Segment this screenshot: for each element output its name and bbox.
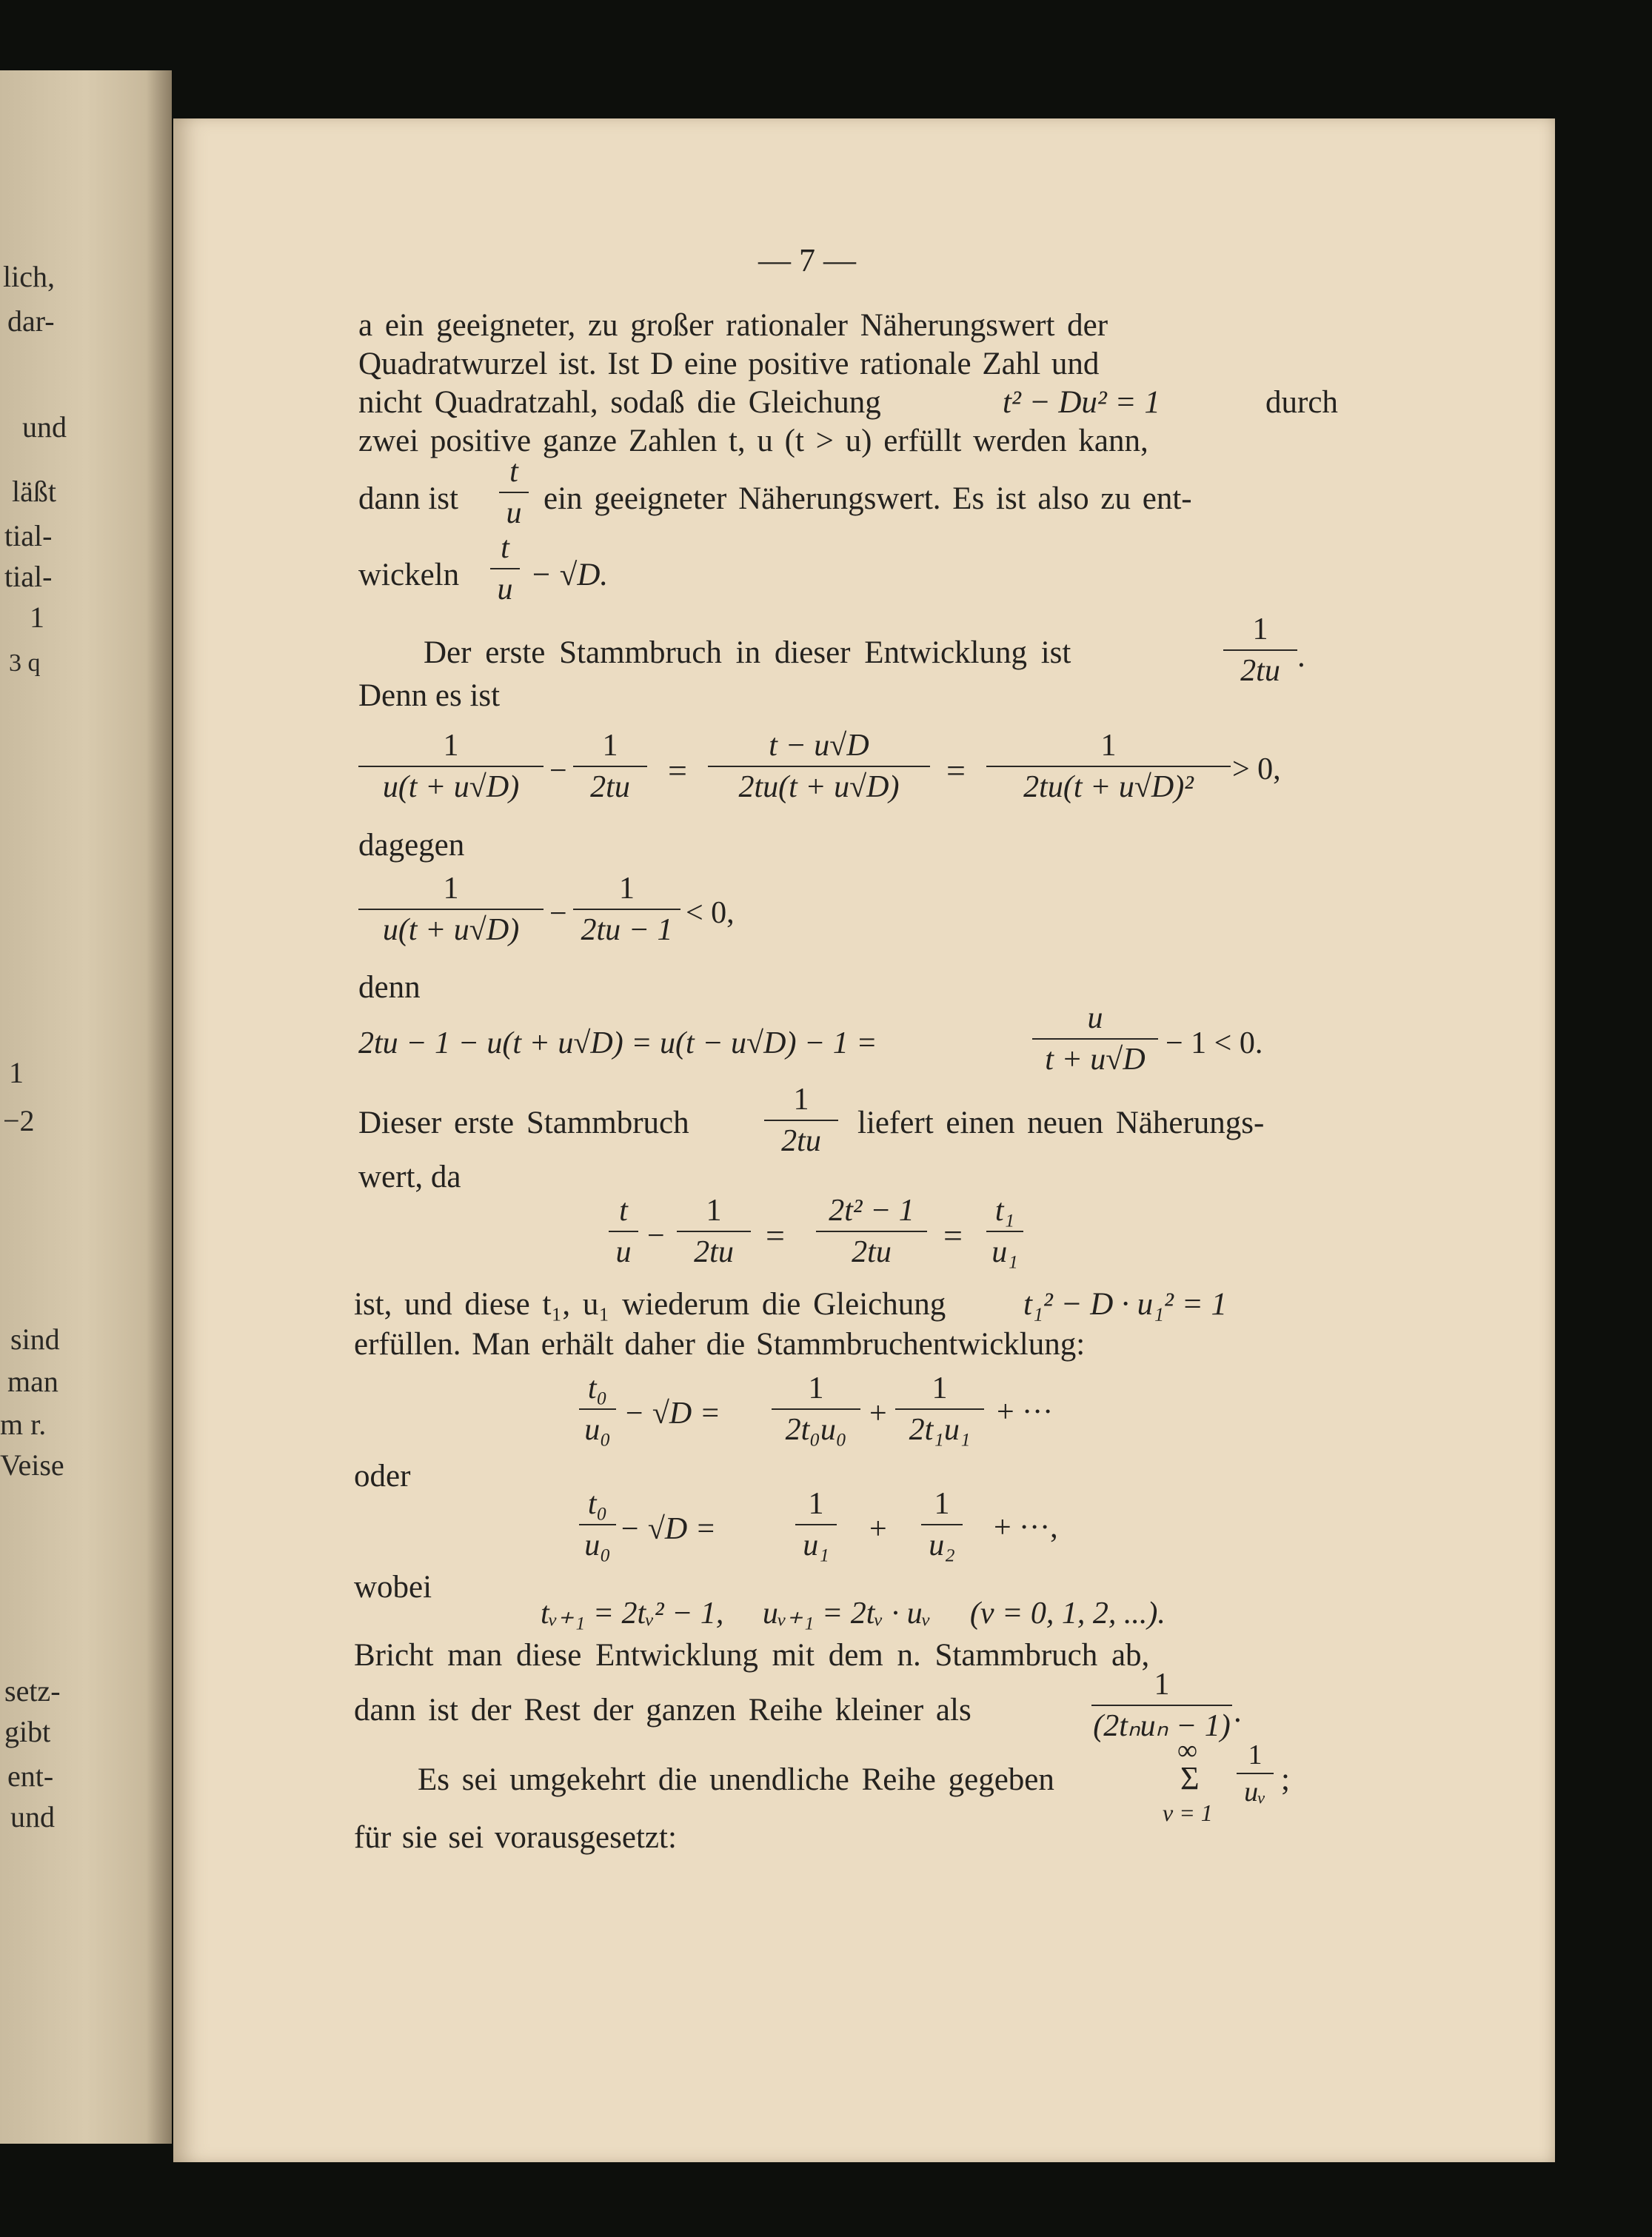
fraction-denominator: 2tu − 1 [581,913,673,947]
fraction [358,727,544,806]
left-fragment: 1 [9,1056,24,1089]
text-line: liefert einen neuen Näherungs- [857,1106,1265,1140]
equals-sign: = [946,752,966,789]
fraction-numerator: 1 [808,1487,824,1521]
fraction-bar [986,1231,1023,1232]
text-line: wickeln [358,558,460,592]
book-page [173,118,1555,2162]
fraction-numerator: 1 [1252,612,1268,646]
fraction-numerator: t₀ [587,1487,608,1521]
fraction-bar [677,1231,751,1232]
text-line: dagegen [358,828,465,863]
fraction [1032,1000,1158,1078]
minus-sqrt-D: − √D = [623,1397,721,1431]
fraction-denominator: uᵥ [1244,1776,1266,1808]
fraction-numerator: 1 [1248,1739,1263,1770]
left-fragment: lich, [3,260,55,293]
fraction-numerator: 1 [793,1083,809,1117]
sum-lower-limit: ν = 1 [1163,1799,1213,1826]
fraction-denominator: u(t + u√D) [382,913,520,947]
left-facing-page [0,70,172,2144]
text-line: nicht Quadratzahl, sodaß die Gleichung [358,385,881,420]
fraction-numerator: t₀ [587,1371,608,1405]
fraction-numerator: 1 [443,729,459,763]
fraction-numerator: 1 [619,872,635,906]
fraction-numerator: t [501,531,509,565]
text-line: für sie sei vorausgesetzt: [354,1820,677,1855]
fraction [490,529,520,608]
fraction-bar [490,568,520,569]
fraction-numerator: 2t² − 1 [829,1194,914,1228]
left-fragment: ent- [7,1759,54,1793]
fraction-denominator: u(t + u√D) [382,770,520,804]
fraction [358,870,544,949]
fraction [1223,611,1297,689]
left-fragment: m r. [0,1408,47,1441]
minus-sqrt-D: − √D = [619,1512,717,1546]
fraction-numerator: t [509,455,518,489]
text-line: denn [358,970,421,1005]
punctuation: . [1234,1694,1242,1729]
text-line: zwei positive ganze Zahlen t, u (t > u) erfüllt werden kann, [358,424,1148,458]
fraction [579,1370,616,1448]
equation: 2tu − 1 − u(t + u√D) = u(t − u√D) − 1 = [358,1026,877,1060]
fraction [499,453,529,532]
fraction-bar [795,1524,837,1525]
fraction-numerator: 1 [934,1487,950,1521]
text-line: Der erste Stammbruch in dieser Entwicklung ist [424,635,1071,670]
fraction-denominator: u [497,572,513,606]
fraction-bar [816,1231,927,1232]
fraction-denominator: 2tu(t + u√D) [738,770,900,804]
fraction [772,1370,860,1448]
text-line: Denn es ist [358,678,501,713]
fraction-numerator: t [619,1194,628,1228]
equals-sign: = [943,1217,963,1254]
left-fragment: sind [10,1323,60,1356]
fraction-numerator: 1 [808,1371,824,1405]
fraction-denominator: 2t₁u₁ [909,1413,971,1447]
left-fragment: dar- [7,304,55,338]
recurrence-equation: tᵥ₊₁ = 2tᵥ² − 1, uᵥ₊₁ = 2tᵥ · uᵥ (ν = 0, 1, 2, ...). [541,1596,1166,1631]
text-line: durch [1265,385,1338,420]
fraction-numerator: t − u√D [769,729,869,763]
fraction-denominator: 2t₀u₀ [785,1413,847,1447]
left-fragment: tial- [4,519,53,552]
fraction-bar [986,766,1231,767]
ellipsis: + ···, [994,1511,1058,1545]
fraction-bar [499,492,529,493]
fraction [795,1485,837,1564]
text-line: Quadratwurzel ist. Ist D eine positive rationale Zahl und [358,347,1100,381]
fraction-numerator: 1 [932,1371,948,1405]
fraction-bar [579,1408,616,1410]
fraction-bar [358,909,544,910]
fraction-bar [764,1120,838,1121]
fraction [573,870,680,949]
fraction-bar [1223,649,1297,651]
punctuation: . [1297,639,1305,674]
left-fragment: und [10,1800,55,1833]
fraction [816,1192,927,1271]
fraction-bar [1237,1773,1274,1774]
text-line: wobei [354,1570,432,1605]
fraction [579,1485,616,1564]
fraction-denominator: 2tu [694,1235,734,1269]
left-fragment: und [22,410,67,444]
fraction [1237,1739,1274,1808]
fraction-denominator: t + u√D [1045,1043,1146,1077]
fraction [708,727,930,806]
left-fragment: man [7,1365,58,1398]
fraction-bar [708,766,930,767]
equation: t² − Du² = 1 [1003,385,1160,420]
fraction-bar [358,766,544,767]
fraction-denominator: u₀ [584,1413,611,1447]
left-fragment: läßt [12,475,56,508]
fraction-bar [579,1524,616,1525]
fraction [573,727,647,806]
inequality: < 0, [686,896,735,930]
fraction-denominator: u [506,496,522,530]
fraction [609,1192,638,1271]
page-number: — 7 — [758,242,856,278]
text-line: a ein geeigneter, zu großer rationaler Näherungswert der [358,308,1108,343]
text-line: oder [354,1459,411,1494]
text-line: erfüllen. Man erhält daher die Stammbruchentwicklung: [354,1327,1086,1362]
left-fragment: gibt [4,1715,51,1748]
plus-sign: + [869,1397,887,1431]
text-line: ein geeigneter Näherungswert. Es ist also zu ent- [544,481,1192,516]
fraction-denominator: u₁ [803,1528,829,1562]
fraction-numerator: 1 [602,729,618,763]
equation: − √D. [530,558,609,592]
text-line: ist, und diese t₁, u₁ wiederum die Gleichung [354,1287,946,1322]
fraction-denominator: u₀ [584,1528,611,1562]
text-line: wert, da [358,1160,461,1194]
fraction [921,1485,963,1564]
fraction-bar [609,1231,638,1232]
text-line: Bricht man diese Entwicklung mit dem n. Stammbruch ab, [354,1638,1150,1673]
fraction-numerator: 1 [443,872,459,906]
fraction-bar [573,909,680,910]
equals-sign: = [766,1217,785,1254]
minus-sign: − [549,897,567,931]
punctuation: ; [1281,1762,1290,1797]
fraction-denominator: u [615,1235,632,1269]
left-fragment: 1 [30,601,44,634]
sum-sign: Σ [1180,1760,1200,1796]
left-fragment: tial- [4,560,53,593]
left-fragment: −2 [3,1104,35,1137]
left-fragment: setz- [4,1674,61,1708]
left-fragment: 3 q [9,649,41,677]
sum-upper-limit: ∞ [1177,1735,1198,1766]
fraction-denominator: 2tu(t + u√D)² [1023,770,1194,804]
fraction [986,1192,1023,1271]
fraction [677,1192,751,1271]
minus-sign: − [647,1219,665,1253]
fraction-numerator: u [1087,1001,1103,1035]
fraction-bar [921,1524,963,1525]
fraction-bar [772,1408,860,1410]
fraction-denominator: 2tu [590,770,630,804]
equation-tail: − 1 < 0. [1166,1026,1263,1060]
equation: t₁² − D · u₁² = 1 [1023,1287,1227,1322]
fraction-numerator: 1 [1154,1668,1170,1702]
fraction-numerator: 1 [1100,729,1117,763]
inequality: > 0, [1232,752,1281,786]
fraction-numerator: 1 [706,1194,722,1228]
text-line: dann ist der Rest der ganzen Reihe kleiner als [354,1693,972,1728]
left-fragment: Veise [0,1448,64,1482]
fraction-denominator: 2tu [1240,654,1280,688]
fraction-denominator: 2tu [781,1124,821,1158]
fraction-bar [1032,1038,1158,1040]
fraction-bar [895,1408,984,1410]
fraction-bar [1091,1705,1232,1706]
fraction-denominator: u₂ [929,1528,955,1562]
plus-sign: + [869,1512,887,1546]
text-line: Es sei umgekehrt die unendliche Reihe gegeben [418,1762,1054,1797]
minus-sign: − [549,754,567,788]
equals-sign: = [668,752,687,789]
fraction [895,1370,984,1448]
ellipsis: + ··· [997,1395,1054,1429]
fraction-numerator: t₁ [994,1194,1015,1228]
fraction [764,1081,838,1160]
fraction-bar [573,766,647,767]
text-line: dann ist [358,481,458,516]
fraction [986,727,1231,806]
text-line: Dieser erste Stammbruch [358,1106,689,1140]
fraction-denominator: (2tₙuₙ − 1) [1093,1709,1231,1743]
fraction-denominator: 2tu [852,1235,892,1269]
fraction [1091,1666,1232,1745]
fraction-denominator: u₁ [991,1235,1018,1269]
